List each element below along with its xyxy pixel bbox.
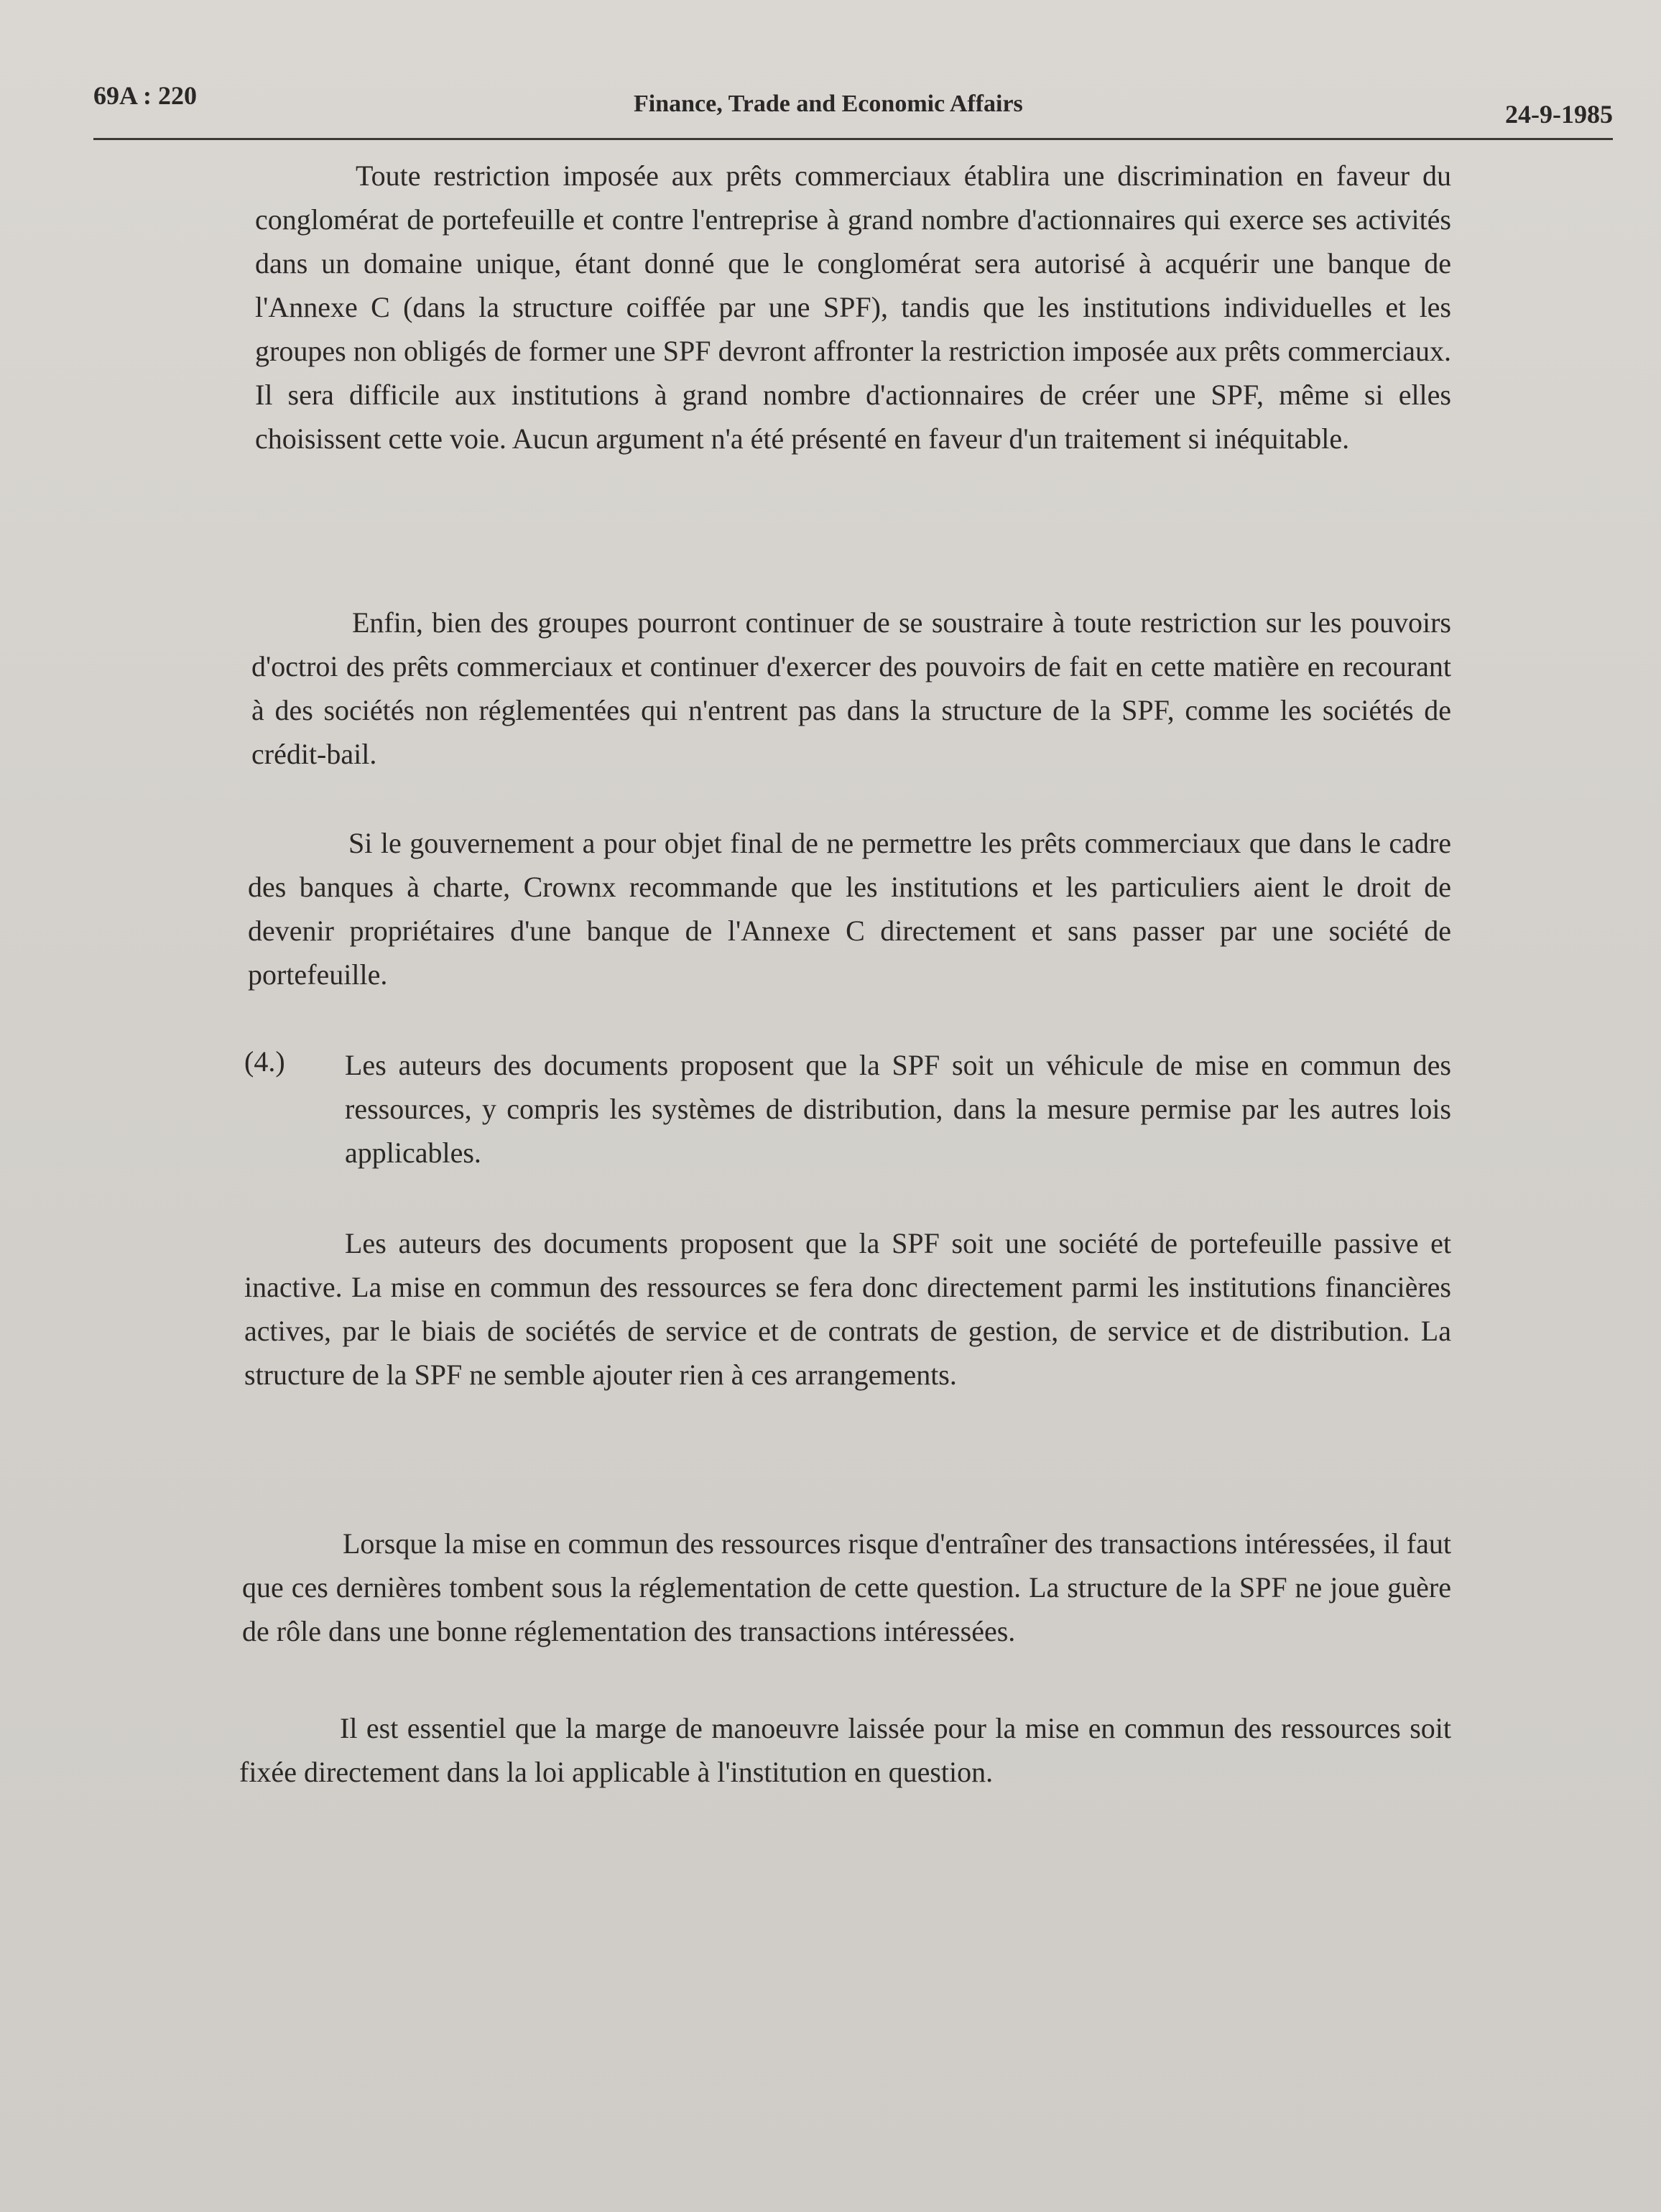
running-title: Finance, Trade and Economic Affairs xyxy=(634,91,1023,117)
paragraph-transactions: Lorsque la mise en commun des ressources risque d'entraîner des transactions intéressées, il faut que ces dernières tombent sous la réglementation de cette question. La structure de la SPF ne joue guère de rôle dans une bonne réglementation des transactions intéressées. xyxy=(242,1527,1451,1647)
item-number: (4.) xyxy=(244,1045,285,1078)
paragraph-spf-passive: Les auteurs des documents proposent que la SPF soit une société de portefeuille passive et inactive. La mise en commun des ressources se fera donc directement parmi les institutions financières actives, par le biais de sociétés de service et de contrats de gestion, de service et de distribution. La structure de la SPF ne semble ajouter rien à ces arrangements. xyxy=(244,1227,1451,1391)
paragraph-enfin: Enfin, bien des groupes pourront continuer de se soustraire à toute restriction sur les pouvoirs d'octroi des prêts commerciaux et continuer d'exercer des pouvoirs de fait en cette matière en recourant à des sociétés non réglementées qui n'entrent pas dans la structure de la SPF, comme les sociétés de crédit-bail. xyxy=(251,606,1451,770)
page-reference: 69A : 220 xyxy=(93,81,197,110)
page-header xyxy=(93,79,1613,140)
paragraph-marge: Il est essentiel que la marge de manoeuvre laissée pour la mise en commun des ressources soit fixée directement dans la loi applicable à l'institution en question. xyxy=(239,1712,1451,1788)
paragraph-gouvernement: Si le gouvernement a pour objet final de ne permettre les prêts commerciaux que dans le cadre des banques à charte, Crownx recommande que les institutions et les particuliers aient le droit de devenir propriétaires d'une banque de l'Annexe C directement et sans passer par une société de portefeuille. xyxy=(248,827,1451,991)
paragraph-restriction: Toute restriction imposée aux prêts commerciaux établira une discrimination en faveur du conglomérat de portefeuille et contre l'entreprise à grand nombre d'actionnaires qui exerce ses activités dans un domaine unique, étant donné que le conglomérat sera autorisé à acquérir une banque de l'Annexe C (dans la structure coiffée par une SPF), tandis que les institutions individuelles et les groupes non obligés de former une SPF devront affronter la restriction imposée aux prêts commerciaux. Il sera difficile aux institutions à grand nombre d'actionnaires de créer une SPF, même si elles choisissent cette voie. Aucun argument n'a été présenté en faveur d'un traitement si inéquitable. xyxy=(255,159,1451,455)
item-4-text: Les auteurs des documents proposent que la SPF soit un véhicule de mise en commun des ressources, y compris les systèmes de distribution, dans la mesure permise par les autres lois applicables. xyxy=(345,1049,1451,1169)
header-date: 24-9-1985 xyxy=(1505,100,1613,129)
